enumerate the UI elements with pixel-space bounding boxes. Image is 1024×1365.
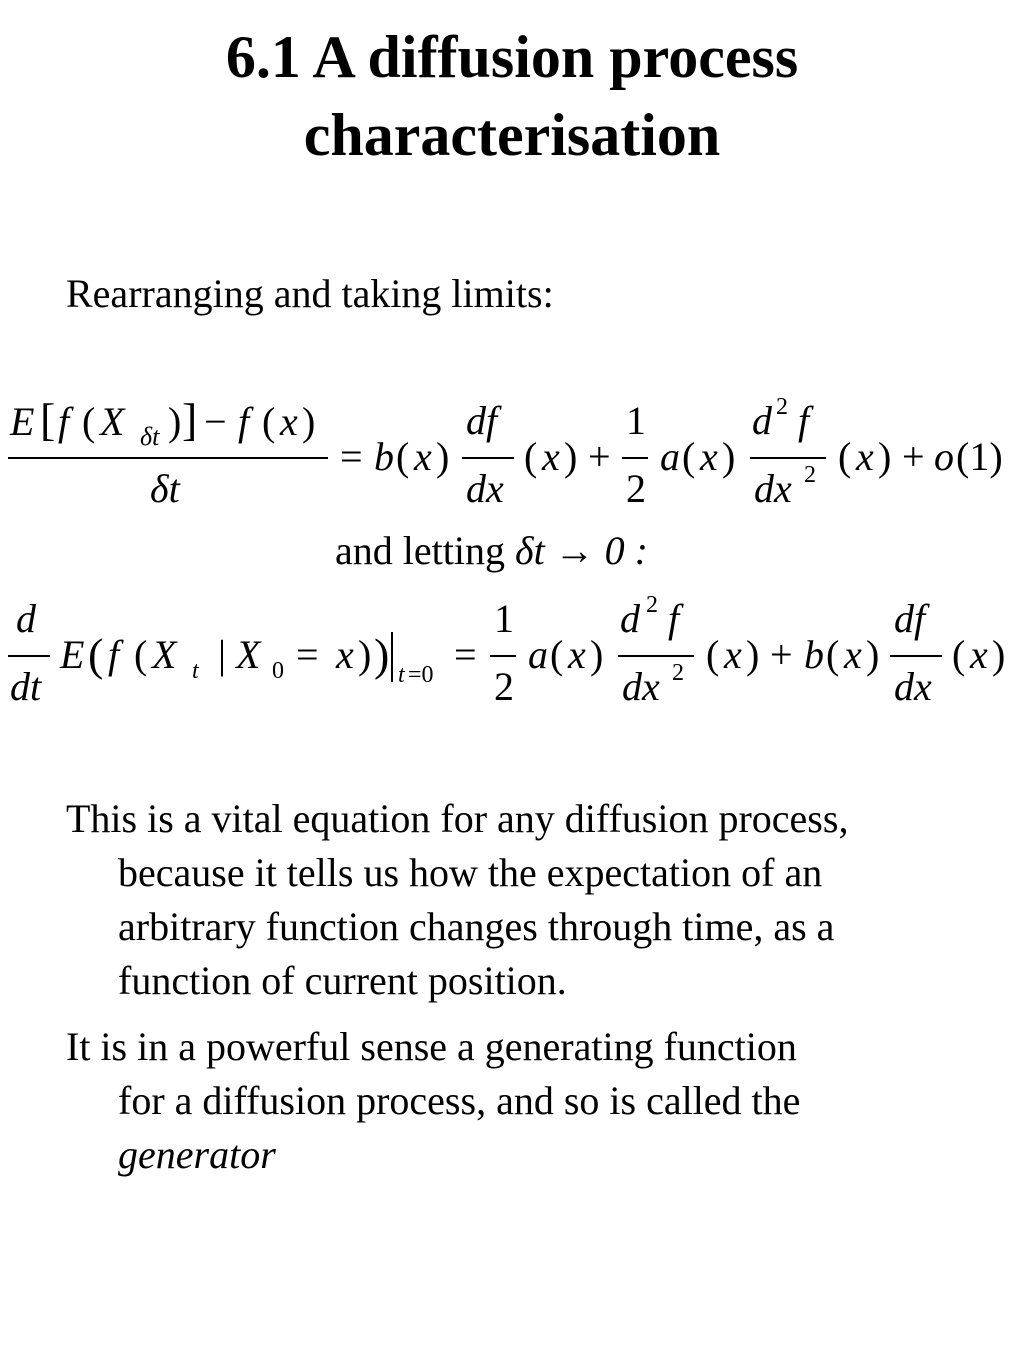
paragraph-1-line-3: arbitrary function changes through time, as a — [118, 904, 835, 949]
svg-text:(: ( — [88, 629, 104, 680]
svg-text:d: d — [752, 398, 772, 443]
slide-title — [0, 18, 1024, 174]
svg-text:f: f — [58, 399, 70, 444]
svg-text:(: ( — [826, 632, 840, 677]
svg-text:d: d — [620, 596, 640, 641]
svg-text:2: 2 — [672, 660, 684, 686]
svg-text:f: f — [108, 632, 120, 677]
svg-text:X: X — [100, 399, 125, 444]
intro-text: Rearranging and taking limits: — [66, 271, 554, 316]
svg-text:1: 1 — [626, 398, 646, 443]
svg-text:+: + — [588, 434, 611, 479]
svg-text:x: x — [280, 399, 298, 444]
svg-text:): ) — [302, 399, 316, 444]
svg-text:x: x — [542, 434, 560, 479]
paragraph-2-line-1: It is in a powerful sense a generating function — [66, 1024, 797, 1069]
svg-text:f: f — [238, 399, 250, 444]
svg-text:): ) — [866, 632, 880, 677]
title-line-2: characterisation — [303, 102, 721, 168]
svg-text:(1): (1) — [956, 434, 1003, 479]
svg-text:df: df — [466, 398, 498, 443]
svg-text:): ) — [992, 632, 1006, 677]
svg-text:): ) — [590, 632, 604, 677]
svg-text:df: df — [894, 596, 926, 641]
svg-text:|: | — [218, 632, 227, 677]
svg-text:dx: dx — [754, 466, 792, 511]
svg-text:−: − — [204, 399, 227, 444]
svg-text:o: o — [934, 434, 954, 479]
svg-text:dx: dx — [622, 664, 660, 709]
svg-text:x: x — [856, 434, 874, 479]
svg-text:x: x — [700, 434, 718, 479]
svg-text:b: b — [374, 434, 394, 479]
title-line-1: 6.1 A diffusion process — [225, 24, 799, 90]
paragraph-1 — [66, 792, 986, 1008]
paragraph-1-line-1: This is a vital equation for any diffusion process, — [66, 796, 849, 841]
svg-text:2: 2 — [804, 462, 816, 488]
svg-text:X: X — [236, 632, 261, 677]
paragraph-1-line-2: because it tells us how the expectation of an — [118, 850, 823, 895]
svg-text:E: E — [10, 399, 35, 444]
equation-1 — [0, 390, 1024, 520]
svg-text:): ) — [722, 434, 736, 479]
svg-text:): ) — [436, 434, 450, 479]
svg-text:f: f — [798, 398, 810, 443]
svg-text:(: ( — [82, 399, 96, 444]
paragraph-2-line-2: for a diffusion process, and so is called the — [118, 1078, 801, 1123]
svg-text:x: x — [568, 632, 586, 677]
svg-text:dt: dt — [10, 664, 42, 709]
svg-text:=: = — [454, 632, 477, 677]
svg-text:+: + — [902, 434, 925, 479]
svg-text:x: x — [970, 632, 988, 677]
svg-text:f: f — [668, 596, 680, 641]
svg-text:(: ( — [396, 434, 410, 479]
letting-line — [335, 526, 648, 576]
svg-text:(: ( — [838, 434, 852, 479]
svg-text:2: 2 — [646, 592, 658, 618]
svg-text:2: 2 — [494, 664, 514, 709]
svg-text:(: ( — [550, 632, 564, 677]
svg-text:δt: δt — [150, 466, 180, 511]
svg-text:(: ( — [952, 632, 966, 677]
svg-text:δt: δt — [140, 422, 160, 451]
svg-text:x: x — [844, 632, 862, 677]
svg-text:x: x — [724, 632, 742, 677]
svg-text:[: [ — [40, 394, 56, 445]
svg-text:dx: dx — [466, 466, 504, 511]
svg-text:2: 2 — [626, 466, 646, 511]
svg-text:): ) — [564, 434, 578, 479]
svg-text:a: a — [528, 632, 548, 677]
svg-text:1: 1 — [494, 596, 514, 641]
svg-text:x: x — [336, 632, 354, 677]
svg-text:b: b — [804, 632, 824, 677]
svg-text:=: = — [296, 632, 319, 677]
svg-text:2: 2 — [776, 394, 788, 420]
svg-text:): ) — [374, 629, 390, 680]
svg-text:=0: =0 — [408, 662, 434, 688]
equation-2 — [0, 590, 1024, 720]
paragraph-1-line-4: function of current position. — [118, 958, 567, 1003]
svg-text:]: ] — [182, 394, 198, 445]
svg-text:(: ( — [134, 632, 148, 677]
svg-text:t: t — [398, 662, 405, 688]
svg-text:(: ( — [706, 632, 720, 677]
letting-text: and letting — [335, 528, 505, 573]
svg-text:a: a — [660, 434, 680, 479]
svg-text:(: ( — [524, 434, 538, 479]
svg-text:(: ( — [682, 434, 696, 479]
svg-text:): ) — [358, 632, 372, 677]
svg-text:dx: dx — [894, 664, 932, 709]
paragraph-2 — [66, 1020, 986, 1182]
generator-term: generator — [118, 1132, 276, 1177]
svg-text:): ) — [878, 434, 892, 479]
svg-text:0: 0 — [272, 658, 284, 684]
svg-text:x: x — [414, 434, 432, 479]
letting-expression: δt → 0 : — [514, 528, 648, 573]
svg-text:): ) — [168, 399, 182, 444]
svg-text:): ) — [746, 632, 760, 677]
svg-text:E: E — [60, 632, 85, 677]
svg-text:X: X — [152, 632, 177, 677]
svg-text:t: t — [192, 658, 199, 684]
svg-text:d: d — [16, 596, 36, 641]
svg-text:+: + — [770, 632, 793, 677]
svg-text:=: = — [340, 434, 363, 479]
svg-text:(: ( — [262, 399, 276, 444]
